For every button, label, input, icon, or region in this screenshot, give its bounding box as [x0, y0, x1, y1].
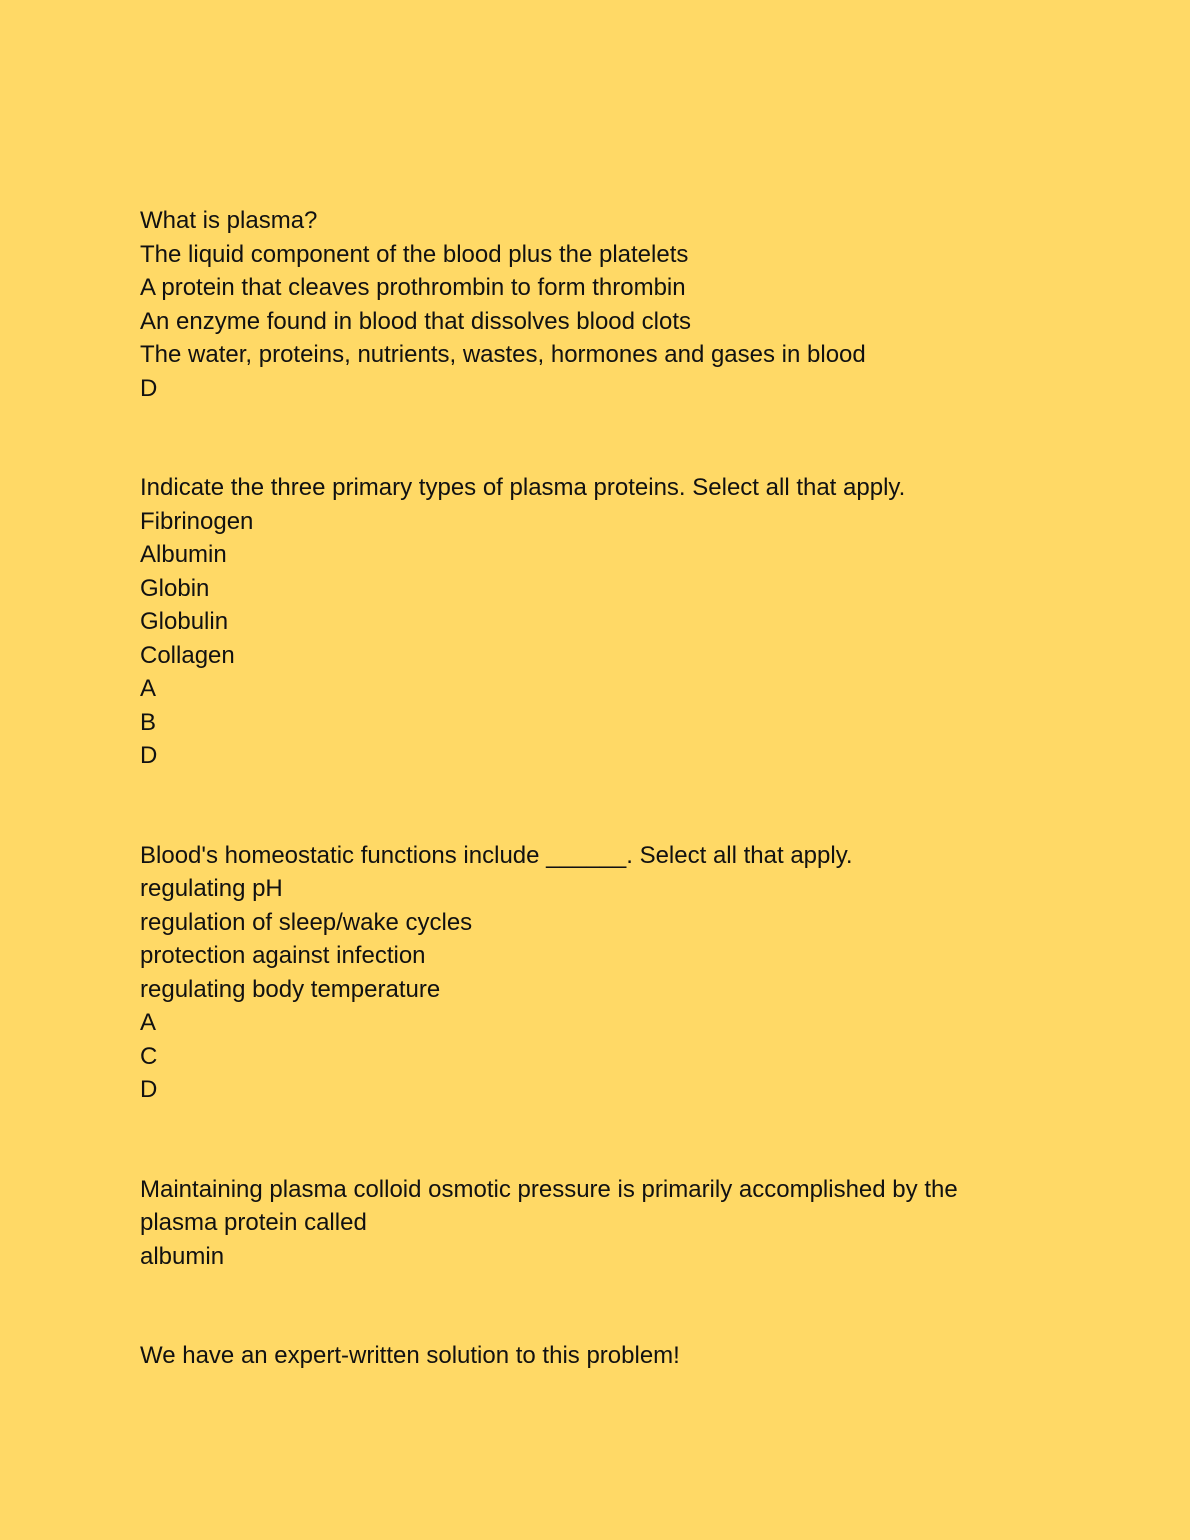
- answer-option: Collagen: [140, 641, 235, 669]
- question-4: [140, 1173, 1040, 1274]
- correct-answer: D: [140, 1076, 158, 1103]
- answer-option: protection against infection: [140, 942, 426, 969]
- answer-option: Globulin: [140, 608, 229, 635]
- question-2: [140, 471, 1040, 773]
- question-1: [140, 204, 1040, 405]
- question-prompt-continued: plasma protein called: [140, 1209, 367, 1236]
- answer-option: regulating body temperature: [140, 975, 441, 1003]
- correct-answer: A: [140, 1009, 157, 1036]
- correct-answer: D: [140, 742, 158, 769]
- answer-option: Globin: [140, 574, 210, 602]
- question-3: [140, 839, 1040, 1107]
- correct-answer: albumin: [140, 1242, 225, 1270]
- correct-answer: B: [140, 708, 157, 736]
- footer-note: [140, 1339, 1040, 1373]
- question-prompt: Indicate the three primary types of plasma proteins. Select all that apply.: [140, 474, 906, 501]
- answer-option: An enzyme found in blood that dissolves blood clots: [140, 307, 692, 335]
- answer-option: The liquid component of the blood plus the platelets: [140, 240, 689, 268]
- correct-answer: C: [140, 1042, 158, 1070]
- question-prompt: Maintaining plasma colloid osmotic pressure is primarily accomplished by the: [140, 1175, 958, 1203]
- answer-option: The water, proteins, nutrients, wastes, hormones and gases in blood: [140, 341, 866, 368]
- answer-option: A protein that cleaves prothrombin to form thrombin: [140, 274, 686, 301]
- correct-answer: A: [140, 675, 157, 702]
- correct-answer: D: [140, 374, 158, 402]
- question-prompt: What is plasma?: [140, 207, 318, 234]
- expert-solution-text: We have an expert-written solution to this problem!: [140, 1342, 680, 1369]
- question-prompt: Blood's homeostatic functions include ______. Select all that apply.: [140, 841, 853, 869]
- answer-option: Fibrinogen: [140, 507, 254, 535]
- quiz-content: [140, 204, 1040, 1439]
- answer-option: regulating pH: [140, 875, 283, 902]
- answer-option: Albumin: [140, 541, 227, 568]
- answer-option: regulation of sleep/wake cycles: [140, 908, 473, 936]
